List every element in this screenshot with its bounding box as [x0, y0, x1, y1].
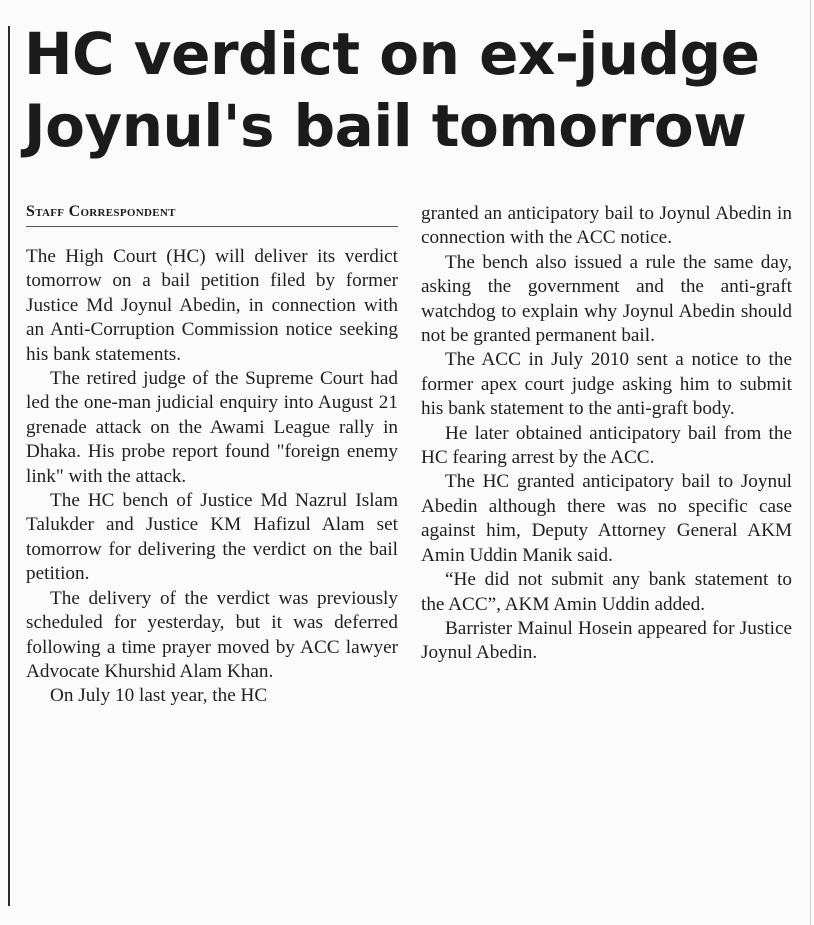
- paragraph: The High Court (HC) will deliver its verdict tomorrow on a bail petition filed by former Justice Md Joynul Abedin, in connection with an Anti-Corruption Commission notice seeking his bank statements.: [26, 246, 398, 365]
- paragraph: granted an anticipatory bail to Joynul Abedin in connection with the ACC notice.: [421, 203, 792, 249]
- column-rule-left: [8, 26, 10, 906]
- byline-divider: [26, 226, 398, 227]
- paragraph: Barrister Mainul Hosein appeared for Justice Joynul Abedin.: [421, 617, 792, 664]
- article-column-right: [421, 202, 792, 666]
- paragraph: The bench also issued a rule the same day, asking the government and the anti-graft watchdog to explain why Joynul Abedin should not be granted permanent bail.: [421, 251, 792, 347]
- column-rule-right: [810, 0, 811, 925]
- byline: Staff Correspondent: [26, 203, 176, 220]
- headline-line-1: HC verdict on ex-judge: [24, 20, 760, 88]
- paragraph: The HC bench of Justice Md Nazrul Islam Talukder and Justice KM Hafizul Alam set tomorrow for delivering the verdict on the bail petition.: [26, 490, 398, 585]
- paragraph: He later obtained anticipatory bail from the HC fearing arrest by the ACC.: [421, 422, 792, 469]
- paragraph: The delivery of the verdict was previously scheduled for yesterday, but it was deferred following a time prayer moved by ACC lawyer Advocate Khurshid Alam Khan.: [26, 587, 398, 682]
- article-column-left: [26, 245, 398, 709]
- paragraph: On July 10 last year, the HC: [50, 685, 268, 707]
- paragraph: The ACC in July 2010 sent a notice to the former apex court judge asking him to submit his bank statement to the anti-graft body.: [421, 349, 792, 420]
- headline-line-2: Joynul's bail tomorrow: [24, 92, 747, 160]
- paragraph: The retired judge of the Supreme Court had led the one-man judicial enquiry into August 21 grenade attack on the Awami League rally in Dhaka. His probe report found "foreign enemy link" with the attack.: [26, 368, 398, 487]
- headline: [24, 18, 804, 162]
- paragraph: The HC granted anticipatory bail to Joynul Abedin although there was no specific case against him, Deputy Attorney General AKM Amin Uddin Manik said.: [421, 471, 792, 566]
- paragraph: “He did not submit any bank statement to the ACC”, AKM Amin Uddin added.: [421, 569, 792, 615]
